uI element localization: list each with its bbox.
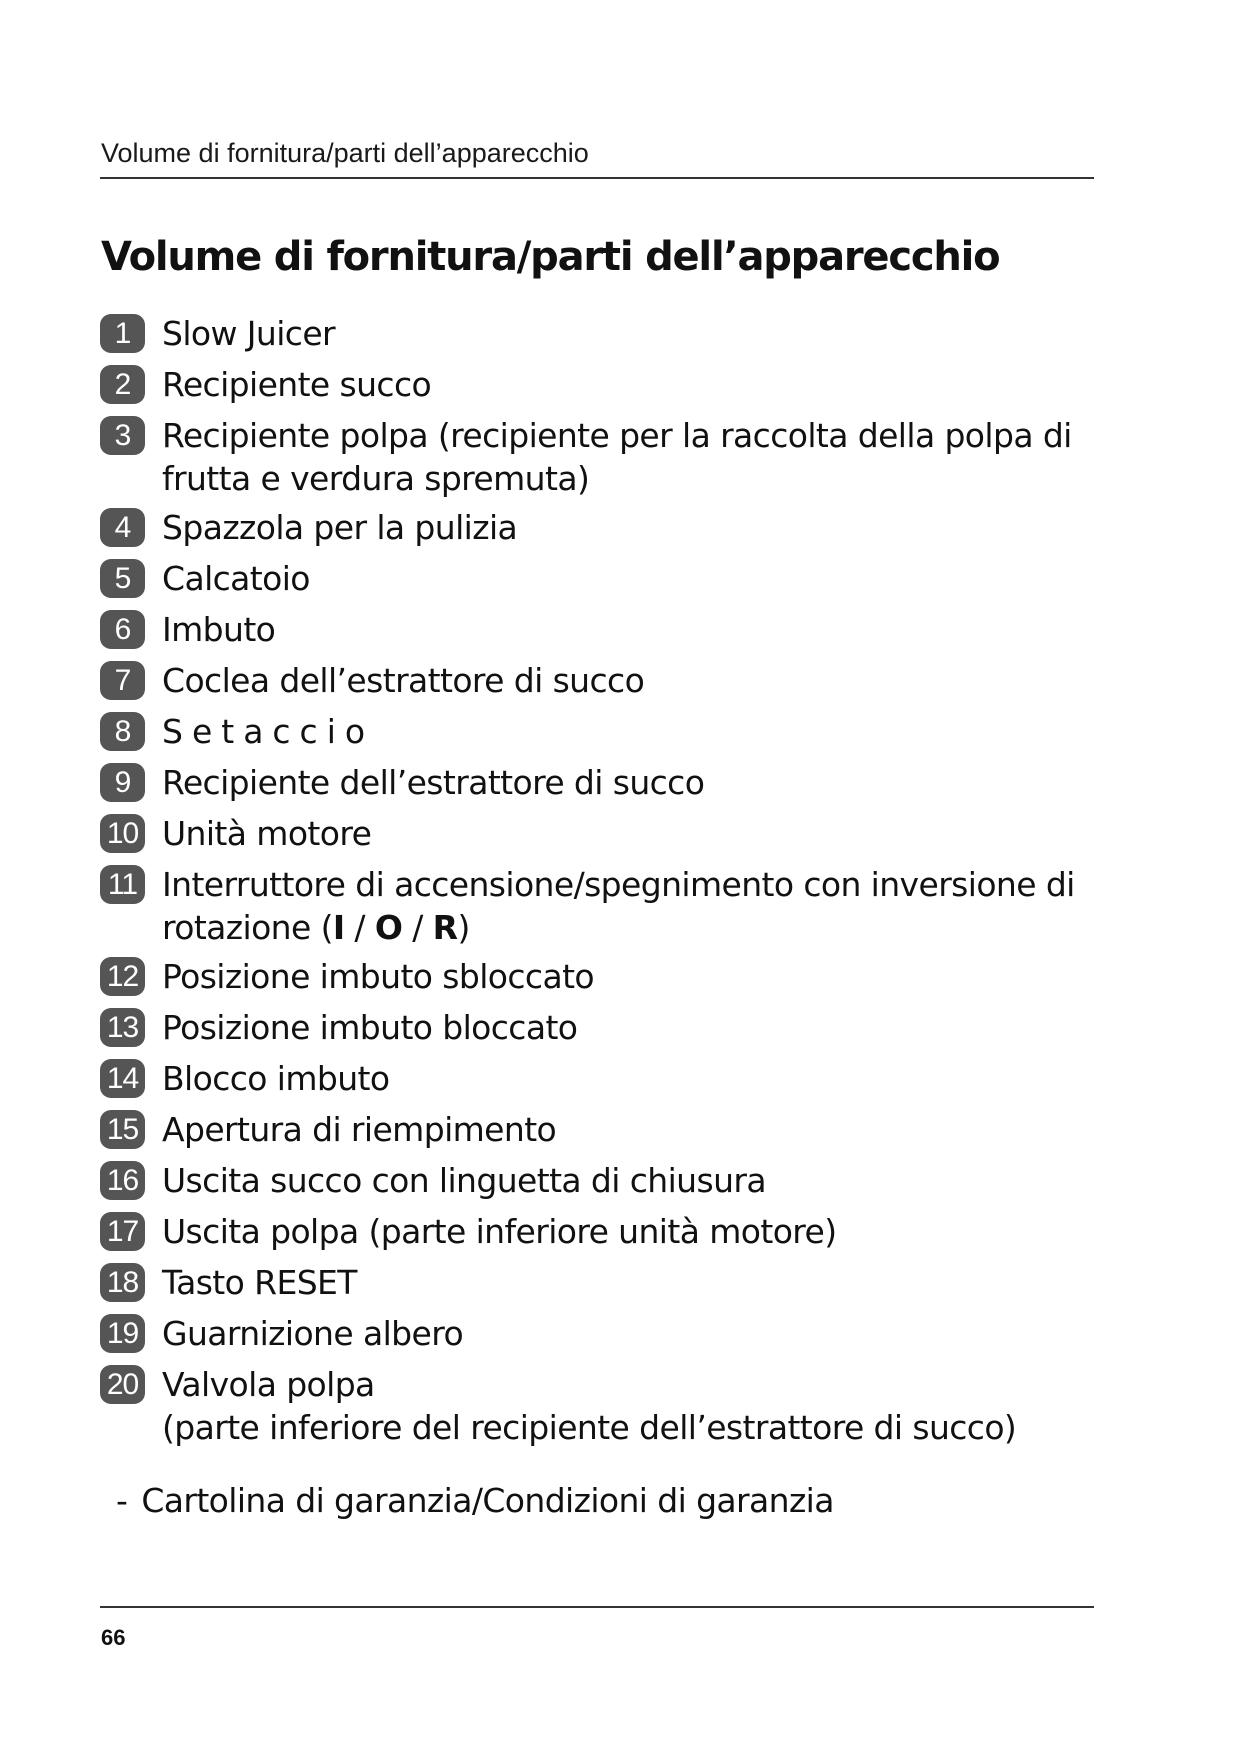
part-label: Recipiente polpa (recipiente per la raccolta della polpa di frutta e verdura spremuta): [162, 416, 1072, 498]
part-label: Tasto RESET: [162, 1263, 357, 1302]
part-label: Uscita polpa (parte inferiore unità motore): [162, 1212, 837, 1251]
part-number-badge: 10: [100, 814, 145, 853]
symbol-separator: /: [402, 908, 433, 947]
part-item: [100, 414, 1080, 500]
part-label: Recipiente succo: [162, 365, 432, 404]
part-number-badge: 3: [100, 416, 145, 455]
part-number-badge: 11: [100, 865, 145, 904]
part-label: Unità motore: [162, 814, 372, 853]
part-label: Calcatoio: [162, 559, 310, 598]
part-label: Slow Juicer: [162, 314, 336, 353]
part-label: Recipiente dell’estrattore di succo: [162, 763, 705, 802]
switch-symbol: I: [332, 908, 345, 947]
part-number-badge: 5: [100, 559, 145, 598]
part-label: Setaccio: [162, 712, 375, 751]
symbol-separator: /: [344, 908, 375, 947]
part-number-badge: 7: [100, 661, 145, 700]
part-item: [100, 312, 1080, 357]
switch-symbol: R: [432, 908, 458, 947]
part-item: [100, 812, 1080, 857]
part-number-badge: 20: [100, 1365, 145, 1404]
part-label-end: ): [457, 908, 470, 947]
part-item: [100, 506, 1080, 551]
part-item: [100, 1159, 1080, 1204]
part-number-badge: 9: [100, 763, 145, 802]
part-number-badge: 4: [100, 508, 145, 547]
section-title: Volume di fornitura/parti dell’apparecchio: [101, 234, 1000, 280]
part-number-badge: 15: [100, 1110, 145, 1149]
part-label: Apertura di riempimento: [162, 1110, 557, 1149]
part-item: [100, 1312, 1080, 1357]
part-label: Posizione imbuto sbloccato: [162, 957, 594, 996]
part-item: [100, 710, 1080, 755]
part-number-badge: 19: [100, 1314, 145, 1353]
part-item: [100, 1006, 1080, 1051]
part-number-badge: 17: [100, 1212, 145, 1251]
part-item: [100, 761, 1080, 806]
part-label: Blocco imbuto: [162, 1059, 390, 1098]
extra-item: [116, 1481, 834, 1520]
part-item: [100, 557, 1080, 602]
part-number-badge: 1: [100, 314, 145, 353]
extra-item-label: Cartolina di garanzia/Condizioni di garanzia: [141, 1481, 834, 1520]
part-label: Imbuto: [162, 610, 276, 649]
part-label: Posizione imbuto bloccato: [162, 1008, 578, 1047]
part-number-badge: 6: [100, 610, 145, 649]
part-item: [100, 659, 1080, 704]
part-number-badge: 18: [100, 1263, 145, 1302]
extra-item-bullet: -: [116, 1481, 128, 1520]
running-header: Volume di fornitura/parti dell’apparecchio: [101, 138, 589, 168]
part-number-badge: 2: [100, 365, 145, 404]
page-number: 66: [101, 1625, 126, 1650]
part-number-badge: 13: [100, 1008, 145, 1047]
part-label: [162, 863, 1080, 949]
parts-list: [100, 312, 1080, 1455]
header-divider: [100, 177, 1094, 179]
part-item: [100, 1210, 1080, 1255]
part-item: [100, 608, 1080, 653]
part-label: Coclea dell’estrattore di succo: [162, 661, 645, 700]
part-number-badge: 16: [100, 1161, 145, 1200]
part-item: [100, 1057, 1080, 1102]
part-label: Uscita succo con linguetta di chiusura: [162, 1161, 766, 1200]
part-item: [100, 955, 1080, 1000]
switch-symbol: O: [374, 908, 403, 947]
part-label: Spazzola per la pulizia: [162, 508, 518, 547]
part-item: [100, 1261, 1080, 1306]
part-item: [100, 863, 1080, 949]
part-number-badge: 12: [100, 957, 145, 996]
footer-divider: [100, 1606, 1094, 1608]
part-item: [100, 1108, 1080, 1153]
part-label: Valvola polpa (parte inferiore del recipiente dell’estrattore di succo): [162, 1365, 1017, 1447]
part-item: [100, 1363, 1080, 1449]
part-item: [100, 363, 1080, 408]
part-number-badge: 14: [100, 1059, 145, 1098]
part-number-badge: 8: [100, 712, 145, 751]
part-label-text: Interruttore di accensione/spegnimento con inversione di rotazione (: [162, 865, 1075, 947]
part-label: Guarnizione albero: [162, 1314, 464, 1353]
